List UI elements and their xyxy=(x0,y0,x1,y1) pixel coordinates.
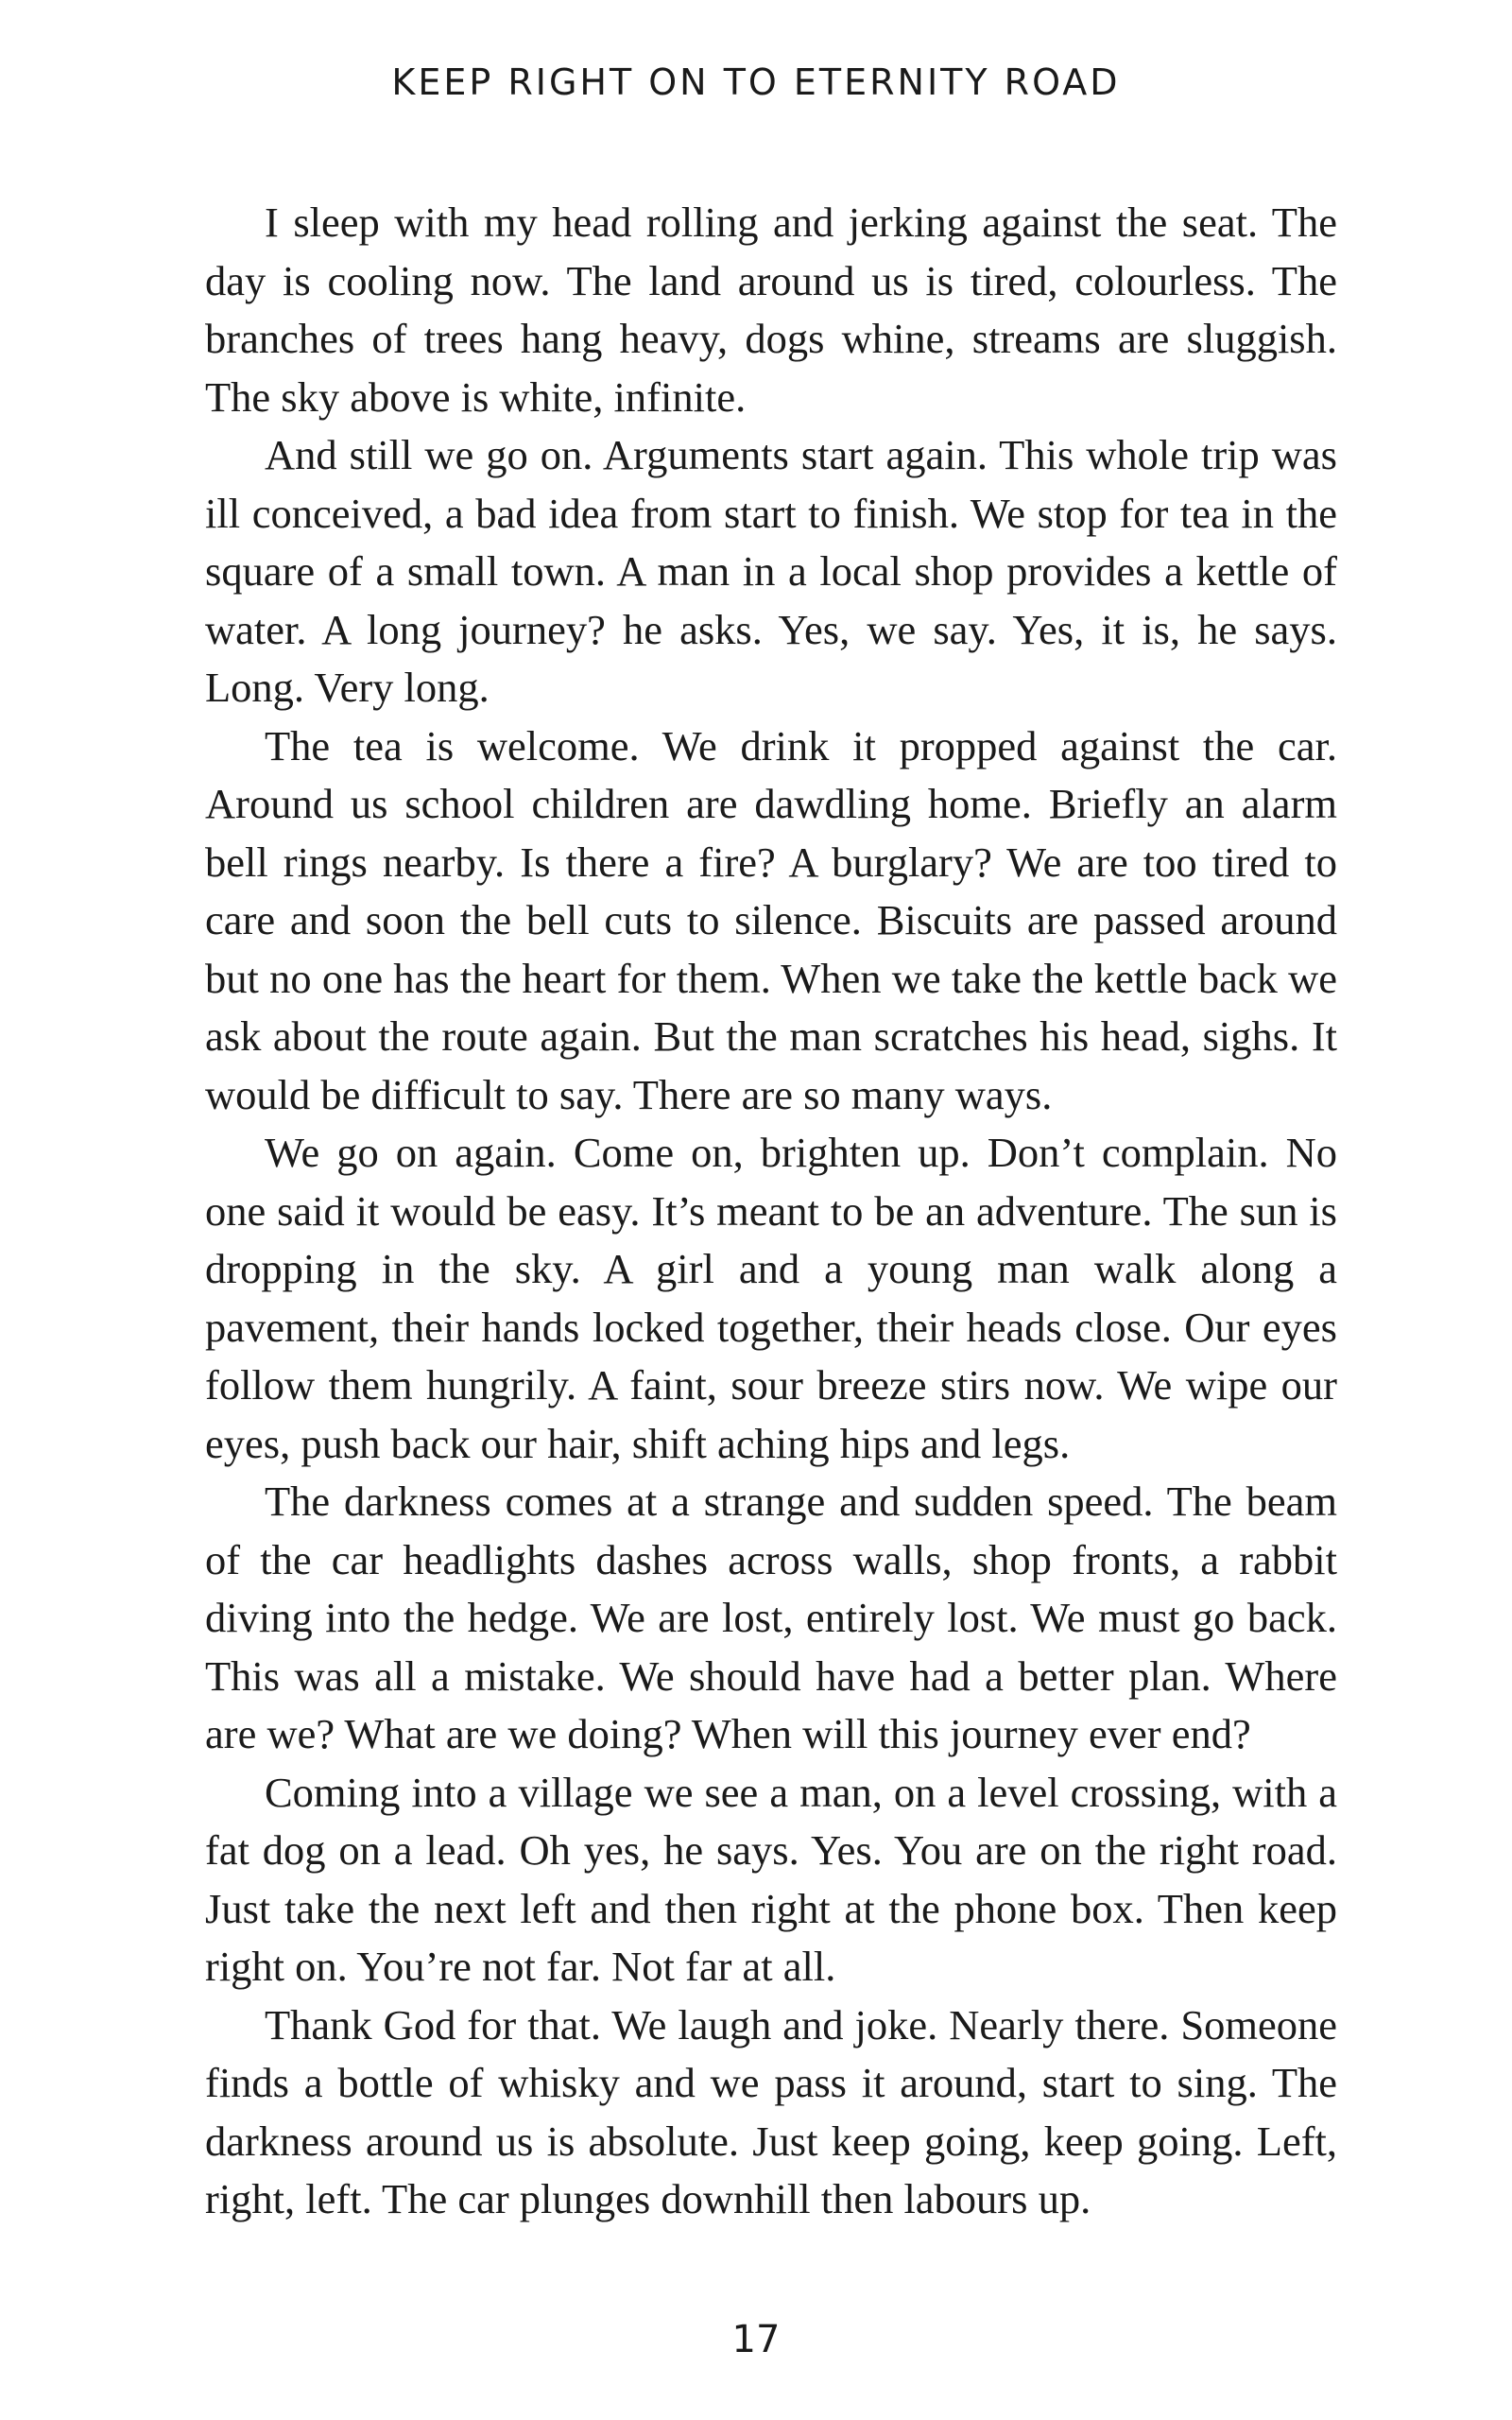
page-number: 17 xyxy=(731,2318,781,2361)
paragraph-6: Coming into a village we see a man, on a level crossing, with a fat dog on a lead. Oh yes, he says. Yes. You are on the right road. Just take the next left and then right at the phone box. Then keep right on. You’re not far. Not far at all. xyxy=(205,1768,1337,1990)
paragraph-7: Thank God for that. We laugh and joke. Nearly there. Someone finds a bottle of whisky and we pass it around, start to sing. The darkness around us is absolute. Just keep going, keep going. Left, right, left. The car plunges downhill then labours up. xyxy=(205,2000,1337,2222)
paragraph-3: The tea is welcome. We drink it propped against the car. Around us school children are dawdling home. Briefly an alarm bell rings nearby. Is there a fire? A burglary? We are too tired to care and soon the bell cuts to silence. Biscuits are passed around but no one has the heart for them. When we take the kettle back we ask about the route again. But the man scratches his head, sighs. It would be difficult to say. There are so many ways. xyxy=(205,721,1337,1118)
paragraph-5: The darkness comes at a strange and sudden speed. The beam of the car headlights dashes across walls, shop fronts, a rabbit diving into the hedge. We are lost, entirely lost. We must go back. This was all a mistake. We should have had a better plan. Where are we? What are we doing? When will this journey ever end? xyxy=(205,1478,1337,1757)
paragraph-1: I sleep with my head rolling and jerking against the seat. The day is cooling now. The land around us is tired, colourless. The branches of trees hang heavy, dogs whine, streams are sluggish. The sky above is white, infinite. xyxy=(205,199,1337,421)
running-head-title: KEEP RIGHT ON TO ETERNITY ROAD xyxy=(391,61,1121,103)
body-text xyxy=(205,194,1337,2229)
paragraph-4: We go on again. Come on, brighten up. Don’t complain. No one said it would be easy. It’s meant to be an adventure. The sun is dropping in the sky. A girl and a young man walk along a pavement, their hands locked together, their heads close. Our eyes follow them hungrily. A faint, sour breeze stirs now. We wipe our eyes, push back our hair, shift aching hips and legs. xyxy=(205,1129,1337,1467)
paragraph-2: And still we go on. Arguments start again. This whole trip was ill conceived, a bad idea from start to finish. We stop for tea in the square of a small town. A man in a local shop provides a kettle of water. A long journey? he asks. Yes, we say. Yes, it is, he says. Long. Very long. xyxy=(205,431,1337,711)
